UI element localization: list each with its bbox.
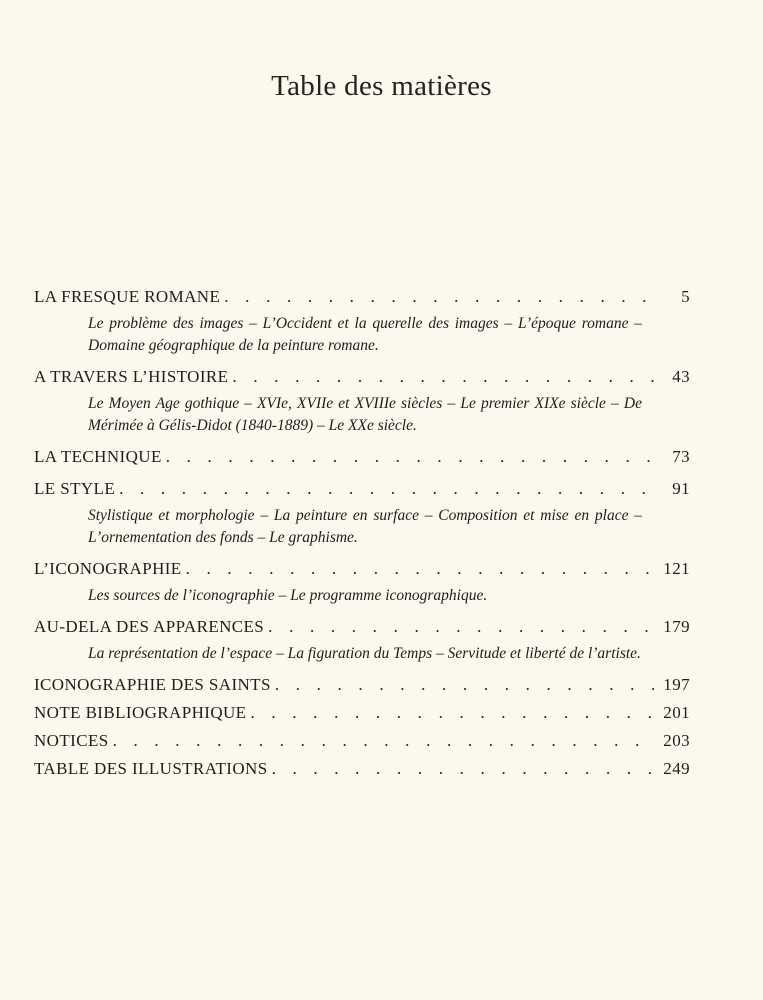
dot-leader bbox=[232, 363, 656, 391]
toc-entry bbox=[34, 727, 690, 755]
toc-entry-summary: Le Moyen Age gothique – XVIe, XVIIe et XVIIIe siècles – Le premier XIXe siècle – De Mérimée à Gélis-Didot (1840-1889) – Le XXe siècle. bbox=[88, 395, 642, 434]
dot-leader bbox=[275, 671, 656, 699]
toc-entry-summary: La représentation de l’espace – La figuration du Temps – Servitude et liberté de l’artiste. bbox=[88, 645, 641, 662]
toc-entry-page: 201 bbox=[663, 703, 690, 722]
toc-entry-summary: Stylistique et morphologie – La peinture en surface – Composition et mise en place – L’ornementation des fonds – Le graphisme. bbox=[88, 507, 642, 546]
toc-entry-label: TABLE DES ILLUSTRATIONS bbox=[34, 759, 268, 778]
toc-entry bbox=[34, 283, 690, 357]
dot-leader bbox=[186, 555, 656, 583]
toc-entry bbox=[34, 699, 690, 727]
toc-entry bbox=[34, 671, 690, 699]
toc-entry-label: LA TECHNIQUE bbox=[34, 447, 162, 466]
toc-entry-page: 121 bbox=[663, 559, 690, 578]
toc-entry-label: L’ICONOGRAPHIE bbox=[34, 559, 182, 578]
toc-entry-page: 43 bbox=[672, 367, 690, 386]
toc-entry-label: LE STYLE bbox=[34, 479, 116, 498]
toc-line bbox=[34, 555, 690, 583]
dot-leader bbox=[268, 613, 656, 641]
toc-entry-page: 73 bbox=[672, 447, 690, 466]
dot-leader bbox=[272, 755, 656, 783]
toc-entry-summary: Les sources de l’iconographie – Le programme iconographique. bbox=[88, 587, 488, 604]
toc-entry-page: 179 bbox=[663, 617, 690, 636]
toc-entry-label: ICONOGRAPHIE DES SAINTS bbox=[34, 675, 271, 694]
toc-entry-label: LA FRESQUE ROMANE bbox=[34, 287, 221, 306]
dot-leader bbox=[119, 475, 656, 503]
toc-entry-page: 91 bbox=[672, 479, 690, 498]
toc-entry-label: A TRAVERS L’HISTOIRE bbox=[34, 367, 229, 386]
toc-line bbox=[34, 613, 690, 641]
toc-entry-label: NOTICES bbox=[34, 731, 109, 750]
toc-entry bbox=[34, 613, 690, 665]
dot-leader bbox=[113, 727, 656, 755]
toc-entry-page: 249 bbox=[663, 759, 690, 778]
toc-line bbox=[34, 283, 690, 311]
toc-line bbox=[34, 699, 690, 727]
table-of-contents bbox=[34, 283, 690, 783]
toc-entry bbox=[34, 555, 690, 607]
toc-entry-page: 5 bbox=[681, 287, 690, 306]
dot-leader bbox=[224, 283, 656, 311]
toc-entry bbox=[34, 475, 690, 549]
toc-line bbox=[34, 671, 690, 699]
toc-line bbox=[34, 475, 690, 503]
toc-entry bbox=[34, 755, 690, 783]
toc-line bbox=[34, 443, 690, 471]
toc-entry bbox=[34, 443, 690, 475]
toc-line bbox=[34, 363, 690, 391]
toc-entry bbox=[34, 363, 690, 437]
toc-entry-label: AU-DELA DES APPARENCES bbox=[34, 617, 265, 636]
toc-entry-page: 203 bbox=[663, 731, 690, 750]
toc-entry-label: NOTE BIBLIOGRAPHIQUE bbox=[34, 703, 247, 722]
page-title: Table des matières bbox=[271, 70, 492, 102]
dot-leader bbox=[250, 699, 656, 727]
toc-entry-summary: Le problème des images – L’Occident et la querelle des images – L’époque romane – Domaine géographique de la peinture romane. bbox=[88, 315, 642, 354]
toc-line bbox=[34, 755, 690, 783]
toc-entry-page: 197 bbox=[663, 675, 690, 694]
toc-line bbox=[34, 727, 690, 755]
dot-leader bbox=[166, 443, 656, 471]
